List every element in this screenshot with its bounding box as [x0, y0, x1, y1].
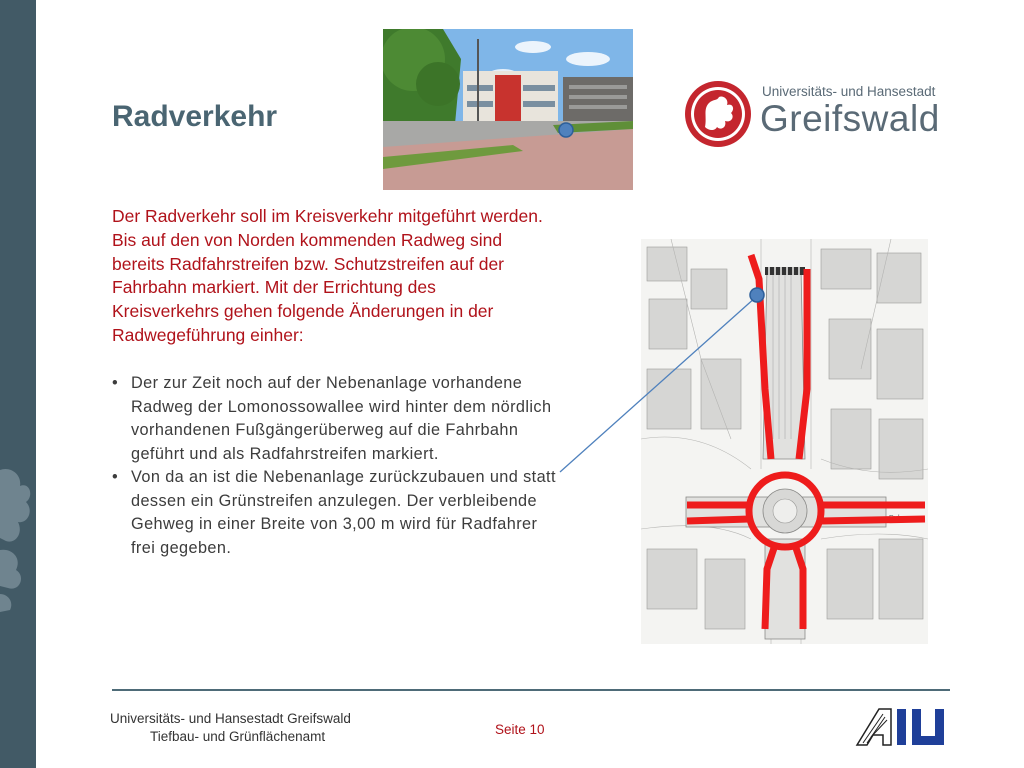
footer-org: Universitäts- und Hansestadt Greifswald: [110, 711, 351, 726]
intro-paragraph: [112, 205, 612, 348]
intro-line: Kreisverkehrs gehen folgende Änderungen in der: [112, 301, 494, 322]
bullet-icon: •: [112, 374, 119, 392]
griffin-emblem-icon: [0, 460, 36, 620]
logo-line-2: Greifswald: [760, 98, 940, 139]
bullet-line: Gehweg in einer Breite von 3,00 m wird für Radfahrer: [131, 515, 538, 533]
intro-line: Radwegeführung einher:: [112, 324, 304, 345]
site-plan-map: [641, 239, 928, 644]
logo-line-1: Universitäts- und Hansestadt: [762, 84, 936, 99]
footer-divider: [112, 689, 950, 691]
bullet-line: Von da an ist die Nebenanlage zurückzubauen und statt: [131, 468, 556, 486]
au-logo-icon: [855, 708, 950, 746]
griffin-seal-icon: [683, 79, 753, 149]
side-bar: [0, 0, 36, 768]
bullet-item: [112, 372, 612, 466]
intro-line: Fahrbahn markiert. Mit der Errichtung des: [112, 277, 436, 298]
page-number: Seite 10: [495, 722, 545, 737]
intro-line: Der Radverkehr soll im Kreisverkehr mitgeführt werden.: [112, 206, 543, 226]
bullet-list: [112, 372, 612, 560]
bullet-item: [112, 466, 612, 560]
bullet-icon: •: [112, 468, 119, 486]
footer-department: Tiefbau- und Grünflächenamt: [150, 729, 326, 744]
bullet-line: Der zur Zeit noch auf der Nebenanlage vorhandene: [131, 374, 523, 392]
street-label: Dubnaer: [889, 515, 916, 522]
intro-line: bereits Radfahrstreifen bzw. Schutzstreifen auf der: [112, 253, 505, 274]
bullet-line: Radweg der Lomonossowallee wird hinter dem nördlich: [131, 397, 552, 416]
bullet-line: vorhandenen Fußgängerüberweg auf die Fahrbahn: [131, 421, 519, 439]
bullet-line: dessen ein Grünstreifen anzulegen. Der verbleibende: [131, 491, 537, 510]
street-photo: [383, 29, 633, 190]
bullet-line: geführt und als Radfahrstreifen markiert.: [131, 444, 439, 463]
slide-title: Radverkehr: [112, 100, 278, 133]
bullet-line: frei gegeben.: [131, 538, 232, 557]
intro-line: Bis auf den von Norden kommenden Radweg sind: [112, 229, 503, 250]
